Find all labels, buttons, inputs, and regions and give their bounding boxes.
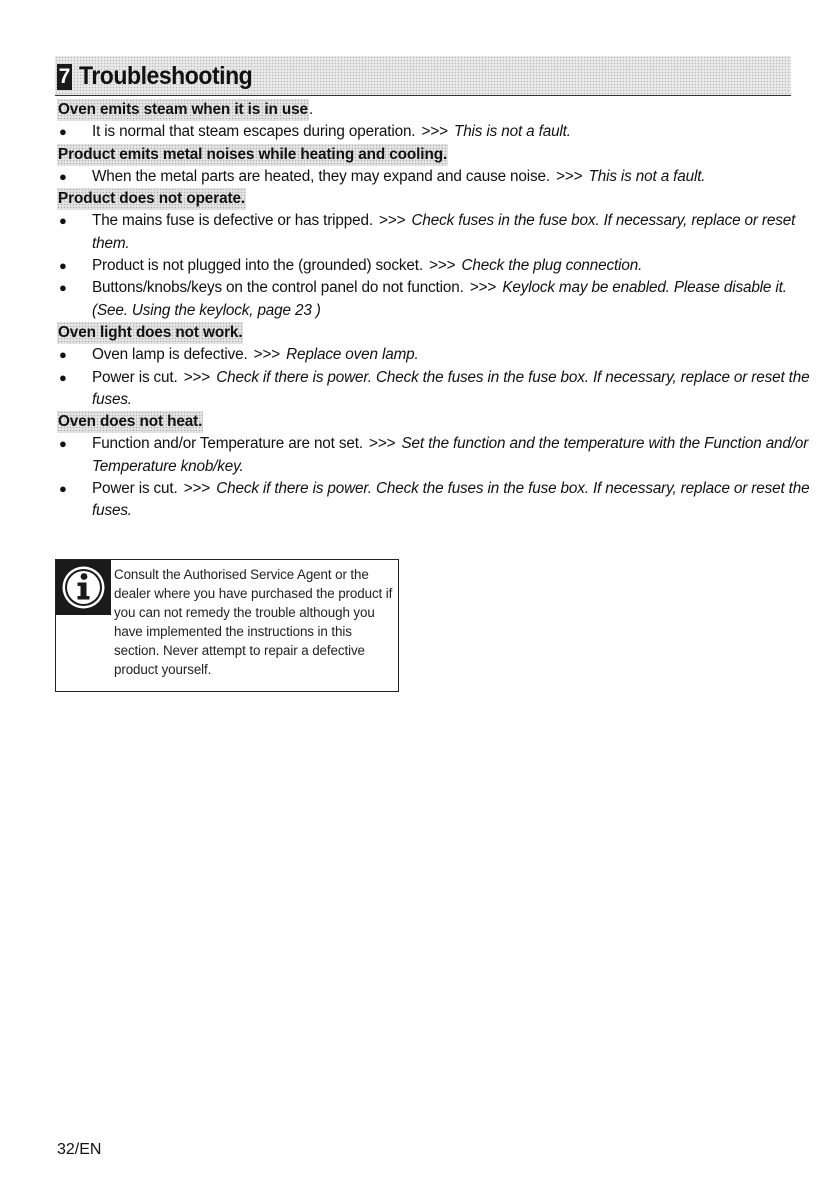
list-item [57,255,817,277]
bullet: ● [59,481,67,497]
list-item [57,433,817,478]
list-item [57,210,817,255]
remedy-text: This is not a fault. [454,123,571,141]
separator: >>> [556,167,583,185]
problem-heading: Oven emits steam when it is in use [57,99,309,121]
separator: >>> [183,368,211,386]
separator: >>> [369,435,396,453]
section-title-bar [55,56,791,96]
service-notice-box [55,559,399,692]
remedy-text: Check fuses in the fuse box. If necessary, replace or reset them. [92,212,796,252]
bullet: ● [59,124,67,140]
bullet: ● [59,436,67,452]
troubleshooting-list [57,99,817,523]
cause-text: Power is cut. [92,368,178,386]
separator: >>> [183,480,211,498]
remedy-text: Check the plug connection. [461,257,643,275]
cause-text: Oven lamp is defective. [92,346,248,364]
list-item [57,121,817,143]
bullet: ● [59,213,67,229]
problem-heading: Product emits metal noises while heating and cooling. [57,144,448,166]
bullet: ● [59,258,67,274]
bullet: ● [59,347,67,363]
separator: >>> [429,257,456,275]
remedy-text: Check if there is power. Check the fuses in the fuse box. If necessary, replace or reset the fuses. [92,368,810,408]
cause-text: Buttons/knobs/keys on the control panel do not function. [92,279,464,297]
problem-heading: Oven light does not work. [57,322,243,344]
separator: >>> [469,279,497,297]
bullet: ● [59,369,67,385]
cause-text: Function and/or Temperature are not set. [92,435,363,453]
list-item [57,478,817,523]
section-title: Troubleshooting [79,62,253,90]
page-number: 32/EN [57,1141,102,1158]
remedy-text: Replace oven lamp. [286,346,419,364]
bullet: ● [59,168,67,184]
problem-heading: Product does not operate. [57,188,246,210]
problem-heading-suffix: . [308,101,314,118]
cause-text: Power is cut. [92,480,178,498]
bullet: ● [59,280,67,296]
list-item [57,277,817,322]
problem-heading: Oven does not heat. [57,411,203,433]
remedy-text: Set the function and the temperature with the Function and/or Temperature knob/key. [92,435,809,475]
list-item [57,367,817,412]
separator: >>> [253,346,281,364]
remedy-text: This is not a fault. [588,167,706,185]
remedy-text: Check if there is power. Check the fuses in the fuse box. If necessary, replace or reset the fuses. [92,480,810,520]
cause-text: When the metal parts are heated, they may expand and cause noise. [92,167,550,185]
notice-text: Consult the Authorised Service Agent or the dealer where you have purchased the product if you can not remedy the trouble although you have implemented the instructions in this section. Never attempt to repair a defective product yourself. [114,567,393,677]
cause-text: The mains fuse is defective or has tripped. [92,212,373,230]
cause-text: It is normal that steam escapes during operation. [92,123,416,141]
section-number: 7 [58,65,71,88]
list-item [57,166,817,188]
info-icon [56,560,111,615]
remedy-text: Keylock may be enabled. Please disable it. (See. Using the keylock, page 23 ) [92,279,787,319]
cause-text: Product is not plugged into the (grounded) socket. [92,257,423,275]
separator: >>> [421,123,448,141]
separator: >>> [379,212,406,230]
list-item [57,344,817,366]
